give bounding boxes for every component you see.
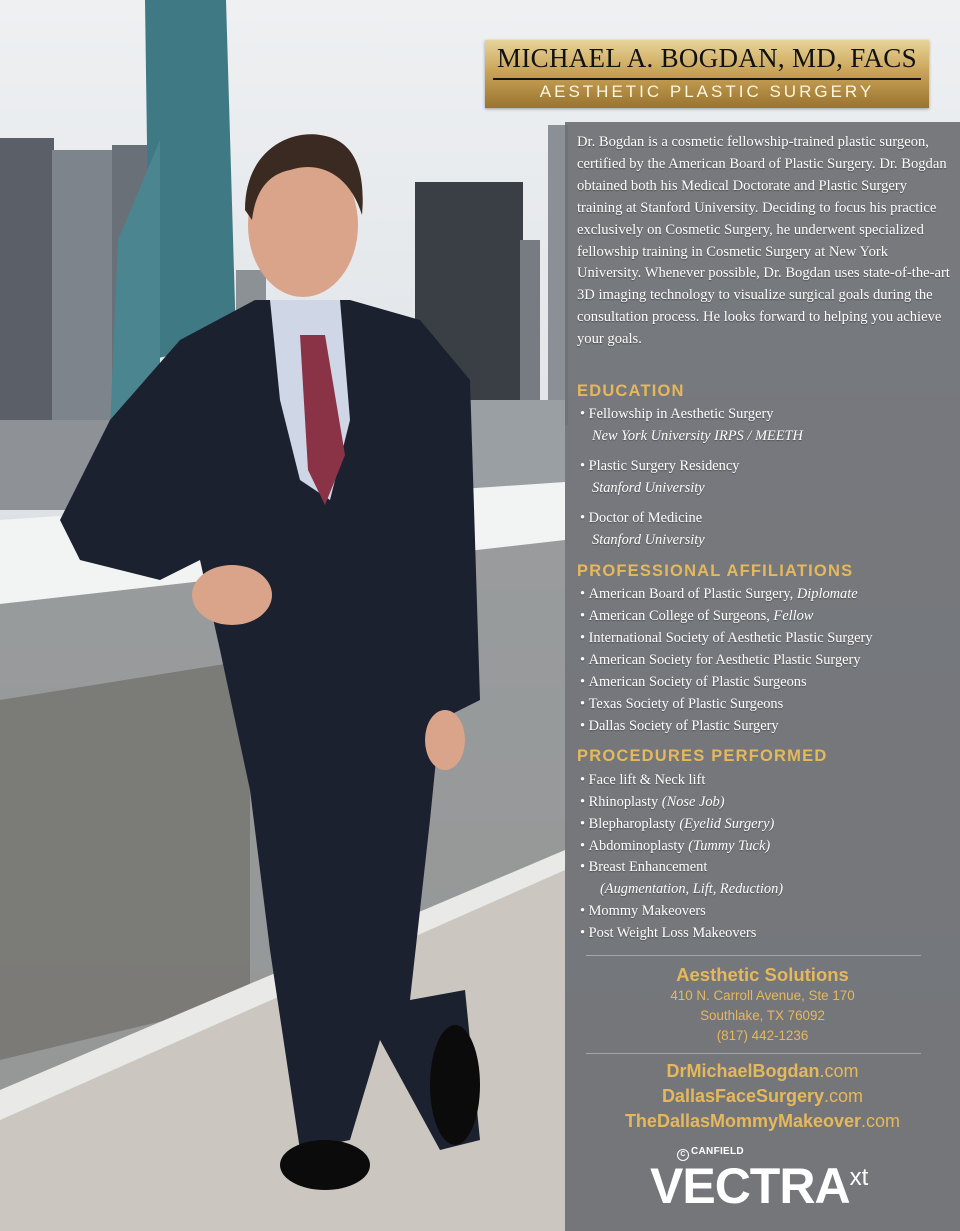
website-link[interactable]: DrMichaelBogdan.com [666, 1061, 859, 1081]
doctor-name: MICHAEL A. BOGDAN, MD, FACS [497, 43, 917, 73]
list-item-detail: Stanford University [592, 480, 705, 496]
affiliations-heading: PROFESSIONAL AFFILIATIONS [577, 562, 854, 580]
phone-number: (817) 442-1236 [716, 1028, 809, 1043]
list-item: • Blepharoplasty (Eyelid Surgery) [580, 814, 774, 836]
list-item: • Dallas Society of Plastic Surgery [580, 716, 779, 738]
specialty-subtitle: AESTHETIC PLASTIC SURGERY [539, 82, 875, 101]
list-item: • Post Weight Loss Makeovers [580, 923, 756, 945]
bio-paragraph: Dr. Bogdan is a cosmetic fellowship-trained plastic surgeon, certified by the American Board of Plastic Surgery. Dr. Bogdan obtained both his Medical Doctorate and Plastic Surgery training at Stanford University. Deciding to focus his practice exclusively on Cosmetic Surgery, he underwent specialized fellowship training in Cosmetic Surgery at New York University. Whenever possible, Dr. Bogdan uses state-of-the-art 3D imaging technology to visualize surgical goals during the consultation process. He looks forward to helping you achieve your goals. [577, 134, 950, 348]
list-item: • American Board of Plastic Surgery, Diplomate [580, 584, 858, 606]
list-item: • Plastic Surgery Residency [580, 456, 739, 478]
list-item: • Breast Enhancement [580, 857, 707, 879]
list-item: • Rhinoplasty (Nose Job) [580, 792, 725, 814]
divider [586, 1053, 921, 1054]
list-item: • Abdominoplasty (Tummy Tuck) [580, 836, 770, 858]
list-item: • International Society of Aesthetic Plastic Surgery [580, 628, 873, 650]
banner-rule [493, 78, 921, 80]
address-line-1: 410 N. Carroll Avenue, Ste 170 [670, 988, 855, 1003]
list-item: • American Society of Plastic Surgeons [580, 672, 807, 694]
list-item-detail: (Augmentation, Lift, Reduction) [600, 881, 784, 897]
list-item: • Mommy Makeovers [580, 901, 706, 923]
list-item: • Face lift & Neck lift [580, 770, 705, 792]
procedures-heading: PROCEDURES PERFORMED [577, 747, 828, 765]
list-item: • Texas Society of Plastic Surgeons [580, 694, 783, 716]
list-item: • Doctor of Medicine [580, 508, 702, 530]
address-line-2: Southlake, TX 76092 [700, 1008, 825, 1023]
vectra-logo: $VECTRA^{xt}$ [650, 1158, 869, 1214]
header-banner [485, 40, 929, 108]
list-item: • Fellowship in Aesthetic Surgery [580, 404, 773, 426]
list-item: • American College of Surgeons, Fellow [580, 606, 813, 628]
divider [586, 955, 921, 956]
canfield-logo: C CANFIELD [677, 1146, 744, 1161]
website-link[interactable]: TheDallasMommyMakeover.com [624, 1111, 901, 1131]
practice-name: Aesthetic Solutions [676, 964, 849, 985]
canfield-mark-icon: C [677, 1149, 689, 1161]
list-item-detail: New York University IRPS / MEETH [592, 428, 803, 444]
list-item: • American Society for Aesthetic Plastic Surgery [580, 650, 861, 672]
website-link[interactable]: DallasFaceSurgery.com [661, 1086, 864, 1106]
education-heading: EDUCATION [577, 382, 685, 400]
list-item-detail: Stanford University [592, 532, 705, 548]
